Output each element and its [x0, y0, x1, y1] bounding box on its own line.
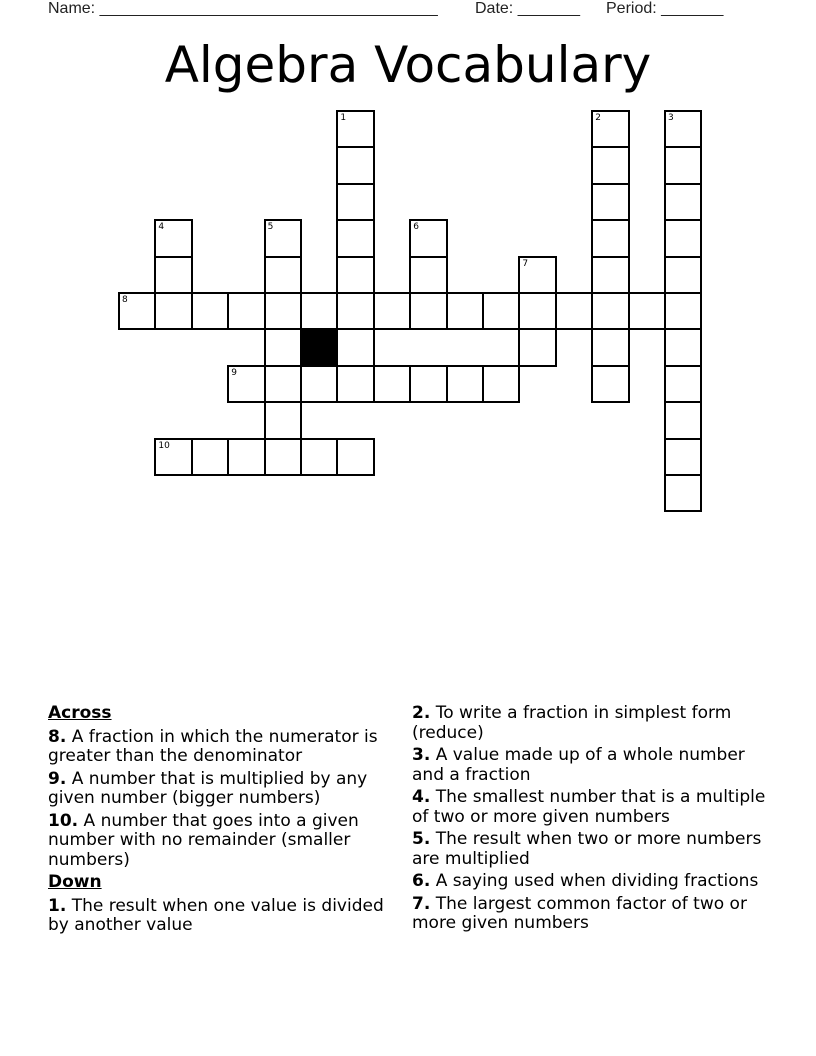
clue-number: 4.	[412, 787, 431, 807]
grid-cell[interactable]	[264, 438, 302, 476]
grid-cell[interactable]	[591, 365, 629, 403]
clue-down-3	[412, 746, 772, 785]
clue-text: The result when two or more numbers are multiplied	[412, 829, 762, 869]
clue-down-1	[48, 897, 393, 936]
grid-cell[interactable]	[591, 110, 629, 148]
clue-text: The result when one value is divided by another value	[48, 895, 384, 935]
grid-cell[interactable]	[336, 256, 374, 294]
period-field[interactable]: Period: _______	[606, 0, 724, 17]
page-title: Algebra Vocabulary	[164, 36, 652, 94]
grid-cell[interactable]	[336, 110, 374, 148]
cell-number: 1	[340, 113, 347, 123]
clue-number: 6.	[412, 871, 431, 891]
grid-cell[interactable]	[409, 365, 447, 403]
clue-across-10	[48, 812, 393, 871]
cell-number: 2	[595, 113, 601, 123]
clue-number: 8.	[48, 726, 67, 747]
clue-number: 2.	[412, 703, 431, 723]
grid-cell[interactable]	[664, 438, 702, 476]
grid-cell[interactable]	[154, 219, 192, 257]
grid-cell[interactable]	[446, 292, 484, 330]
grid-cell[interactable]	[664, 401, 702, 439]
grid-cell[interactable]	[591, 292, 629, 330]
grid-cell[interactable]	[518, 292, 556, 330]
clue-number: 10.	[48, 810, 79, 831]
grid-cell[interactable]	[628, 292, 666, 330]
clue-number: 9.	[48, 768, 67, 789]
grid-cell[interactable]	[555, 292, 593, 330]
name-field[interactable]: Name: ______________________________________	[48, 0, 438, 17]
grid-cell[interactable]	[154, 292, 192, 330]
clue-text: A saying used when dividing fractions	[435, 871, 759, 891]
grid-cell[interactable]	[191, 292, 229, 330]
grid-cell[interactable]	[446, 365, 484, 403]
grid-cell[interactable]	[482, 292, 520, 330]
cell-number: 8	[122, 295, 128, 305]
grid-cell[interactable]	[591, 219, 629, 257]
grid-cell[interactable]	[264, 292, 302, 330]
grid-cell[interactable]	[373, 365, 411, 403]
grid-cell[interactable]	[409, 256, 447, 294]
grid-cell[interactable]	[264, 328, 302, 366]
grid-cell[interactable]	[336, 146, 374, 184]
cell-number: 9	[231, 367, 237, 378]
grid-cell[interactable]	[154, 438, 192, 476]
grid-cell[interactable]	[409, 292, 447, 330]
clue-number: 7.	[412, 893, 431, 914]
grid-cell[interactable]	[336, 365, 374, 403]
grid-cell[interactable]	[336, 328, 374, 366]
clues-left-column	[48, 704, 393, 939]
grid-cell[interactable]	[664, 183, 702, 221]
clue-down-5	[412, 830, 772, 869]
across-heading: Across	[48, 703, 112, 723]
clue-down-4	[412, 788, 772, 827]
clue-text: A number that is multiplied by any given number (bigger numbers)	[48, 768, 368, 808]
grid-cell[interactable]	[300, 365, 338, 403]
cell-number: 3	[668, 113, 674, 123]
clue-down-6	[412, 872, 772, 892]
grid-cell[interactable]	[518, 256, 556, 294]
clue-down-7	[412, 895, 772, 934]
clue-text: The smallest number that is a multiple of two or more given numbers	[412, 787, 766, 827]
cell-number: 6	[413, 222, 419, 233]
grid-cell[interactable]	[264, 365, 302, 403]
clue-across-8	[48, 728, 393, 767]
grid-cell[interactable]	[664, 219, 702, 257]
grid-cell[interactable]	[264, 256, 302, 294]
grid-cell[interactable]	[336, 438, 374, 476]
cell-number: 4	[158, 222, 165, 233]
grid-cell[interactable]	[664, 474, 702, 512]
grid-cell[interactable]	[518, 328, 556, 366]
grid-cell[interactable]	[591, 328, 629, 366]
worksheet-header	[48, 0, 768, 20]
clue-text: To write a fraction in simplest form (reduce)	[412, 703, 732, 743]
grid-cell[interactable]	[591, 183, 629, 221]
grid-cell[interactable]	[191, 438, 229, 476]
grid-cell[interactable]	[664, 328, 702, 366]
clue-across-9	[48, 770, 393, 809]
grid-cell[interactable]	[373, 292, 411, 330]
date-field[interactable]: Date: _______	[475, 0, 580, 17]
grid-cell[interactable]	[227, 292, 265, 330]
grid-cell[interactable]	[227, 365, 265, 403]
clue-text: A number that goes into a given number with no remainder (smaller numbers)	[48, 810, 359, 870]
cell-number: 7	[522, 258, 529, 269]
grid-cell[interactable]	[664, 146, 702, 184]
grid-cell[interactable]	[591, 146, 629, 184]
grid-cell[interactable]	[409, 219, 447, 257]
grid-cell[interactable]	[227, 438, 265, 476]
down-heading: Down	[48, 872, 102, 892]
clue-text: The largest common factor of two or more given numbers	[412, 893, 747, 933]
grid-cell[interactable]	[664, 365, 702, 403]
grid-cell[interactable]	[591, 256, 629, 294]
grid-cell[interactable]	[264, 219, 302, 257]
cell-number: 5	[267, 222, 274, 233]
grid-cell[interactable]	[264, 401, 302, 439]
cell-number: 10	[158, 440, 170, 451]
grid-cell[interactable]	[300, 292, 338, 330]
crossword-grid	[118, 110, 700, 512]
clue-number: 3.	[412, 745, 431, 765]
grid-cell[interactable]	[664, 292, 702, 330]
grid-cell[interactable]	[664, 256, 702, 294]
grid-cell[interactable]	[154, 256, 192, 294]
grid-cell[interactable]	[482, 365, 520, 403]
grid-cell[interactable]	[336, 183, 374, 221]
grid-cell[interactable]	[336, 292, 374, 330]
grid-cell[interactable]	[300, 438, 338, 476]
grid-cell[interactable]	[664, 110, 702, 148]
clue-number: 5.	[412, 829, 431, 849]
clue-down-2	[412, 704, 772, 743]
clue-text: A fraction in which the numerator is greater than the denominator	[48, 726, 378, 766]
clues-right-column	[412, 704, 772, 937]
grid-cell-blocked	[300, 328, 338, 366]
clue-number: 1.	[48, 895, 67, 916]
grid-cell[interactable]	[336, 219, 374, 257]
grid-cell[interactable]	[118, 292, 156, 330]
clue-text: A value made up of a whole number and a fraction	[412, 745, 745, 785]
